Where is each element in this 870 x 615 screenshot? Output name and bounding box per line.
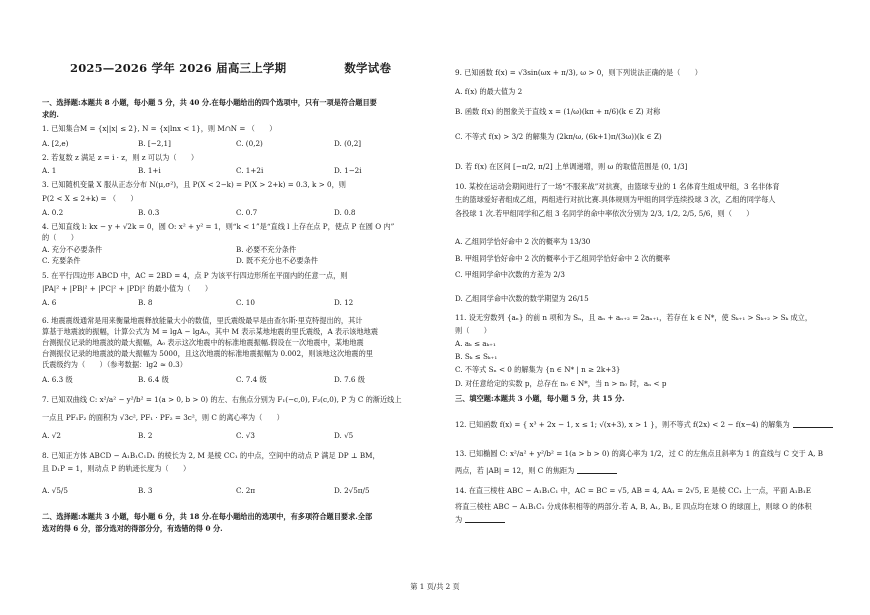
question-line: 且 D₁P = 1，则动点 P 的轨迹长度为（ ） <box>42 464 191 473</box>
answer-option: B. 必要不充分条件 <box>236 245 297 254</box>
answer-option: C. 0.7 <box>236 208 258 217</box>
question-line: 6. 地震震级通常是用来衡量地震释放能量大小的数值，里氏震级最早是由查尔斯·里克特提出的，其计 <box>42 316 363 325</box>
question-line: 14. 在直三棱柱 ABC − A₁B₁C₁ 中，AC = BC = √5, AB = 4, AA₁ = 2√5, E 是棱 CC₁ 上一点，平面 A₁B₁E <box>455 486 812 495</box>
answer-option: C. (0,2) <box>236 139 263 148</box>
question-line: C. 甲组同学命中次数的方差为 2/3 <box>455 270 565 279</box>
section-heading: 三、填空题:本题共 3 小题，每小题 5 分，共 15 分. <box>455 394 625 403</box>
answer-option: C. 充要条件 <box>42 256 81 265</box>
question-line: 9. 已知函数 f(x) = √3sin(ωx + π/3), ω > 0，则下列说法正确的是（ ） <box>455 68 702 77</box>
section-heading: 二、选择题:本题共 3 小题，每小题 6 分，共 18 分.在每小题给出的选项中，有多项符合题目要求.全部 <box>42 512 373 521</box>
answer-option: A. √5/5 <box>42 486 68 495</box>
answer-option: B. 8 <box>138 298 153 307</box>
question-line: P(2 < X ≤ 2+k) = （ ） <box>42 194 138 203</box>
question-line: 将直三棱柱 ABC − A₁B₁C₁ 分成体积相等的两部分.若 A, B, A₁, B₁, E 四点均在球 O 的球面上，则球 O 的体积 <box>455 502 812 511</box>
question-line: 生的篮球爱好者组成乙组，两组进行对抗比赛.具体规则为甲组的同学连续投球 3 次，乙组的同学每人 <box>455 195 776 204</box>
answer-option: B. 1+i <box>138 166 161 175</box>
section-heading: 选对的得 6 分，部分选对的得部分分，有选错的得 0 分. <box>42 524 223 533</box>
answer-option: C. 2π <box>236 486 256 495</box>
answer-option: D. (0,2] <box>334 139 362 148</box>
question-line: B. Sₖ ≤ Sₖ₊₁ <box>455 352 498 361</box>
question-line: D. 若 f(x) 在区间 [−π/2, π/2] 上单调递增，则 ω 的取值范围是 (0, 1/3] <box>455 162 688 171</box>
answer-option: D. 7.6 级 <box>334 375 365 384</box>
question-line: 各投球 1 次.若甲组同学和乙组 3 名同学的命中率依次分别为 2/3, 1/2, 2/5, 5/6，则（ ） <box>455 209 754 218</box>
question-line: 13. 已知椭圆 C: x²/a² + y²/b² = 1(a > b > 0) 的离心率为 1/2，过 C 的左焦点且斜率为 1 的直线与 C 交于 A, B <box>455 449 824 458</box>
answer-blank[interactable] <box>793 420 833 428</box>
question-line: A. 乙组同学恰好命中 2 次的概率为 13/30 <box>455 237 591 246</box>
exam-subject: 数学试卷 <box>344 61 392 75</box>
question-line: 8. 已知正方体 ABCD − A₁B₁C₁D₁ 的棱长为 2, M 是棱 CC₁ 的中点，空间中的动点 P 满足 DP ⊥ BM， <box>42 451 380 460</box>
section-heading: 求的. <box>42 110 59 119</box>
answer-option: A. 0.2 <box>42 208 64 217</box>
question-line: D. 对任意给定的实数 p，总存在 n₀ ∈ N*，当 n > n₀ 时，aₙ < p <box>455 379 667 388</box>
answer-option: D. 12 <box>334 298 354 307</box>
answer-option: B. 2 <box>138 431 153 440</box>
answer-option: D. √5 <box>334 431 354 440</box>
question-line: 4. 已知直线 l: kx − y + √2k = 0，圆 O: x² + y² = 1，则“k < 1”是“直线 l 上存在点 P，使点 P 在圆 O 内” <box>42 222 395 231</box>
answer-option: C. 1+2i <box>236 166 264 175</box>
question-line: 2. 若复数 z 满足 z = i · z，则 z 可以为（ ） <box>42 153 199 162</box>
question-line: 11. 设无穷数列 {aₙ} 的前 n 项和为 Sₙ，且 aₙ + aₙ₊₂ = 2aₙ₊₁，若存在 k ∈ N*，使 Sₖ₊₁ > Sₖ₊₂ > Sₖ 成立， <box>455 313 813 322</box>
question-line: B. 甲组同学恰好命中 2 次的概率小于乙组同学恰好命中 2 次的概率 <box>455 254 671 263</box>
question-line: 两点，若 |AB| = 12，则 C 的焦距为 <box>455 466 575 475</box>
question-line: A. f(x) 的最大值为 2 <box>455 87 523 96</box>
page-footer: 第 1 页/共 2 页 <box>410 582 460 591</box>
answer-option: A. 1 <box>42 166 57 175</box>
question-line: D. 乙组同学命中次数的数学期望为 26/15 <box>455 294 589 303</box>
answer-option: A. 6 <box>42 298 57 307</box>
question-line: 3. 已知随机变量 X 服从正态分布 N(μ,σ²)，且 P(X < 2−k) = P(X > 2+k) = 0.3, k > 0，则 <box>42 180 346 189</box>
answer-option: B. [−2,1] <box>138 139 171 148</box>
question-line: 算基于地震波的振幅，计算公式为 M = lgA − lgA₀，其中 M 表示某地地震的里氏震级，A 表示该地地震 <box>42 327 379 336</box>
question-line: 1. 已知集合M = {x||x| ≤ 2}, N = {x|lnx < 1}，则 M∩N = （ ） <box>42 124 277 133</box>
answer-option: C. 10 <box>236 298 255 307</box>
question-line: 为 <box>455 515 463 524</box>
answer-option: B. 3 <box>138 486 153 495</box>
answer-blank[interactable] <box>465 515 505 523</box>
answer-option: B. 0.3 <box>138 208 160 217</box>
answer-option: B. 6.4 级 <box>138 375 169 384</box>
question-line: A. aₖ ≤ aₖ₊₁ <box>455 339 496 348</box>
answer-option: A. 充分不必要条件 <box>42 245 103 254</box>
question-line: C. 不等式 f(x) > 3/2 的解集为 (2kπ/ω, (6k+1)π/(3ω))(k ∈ Z) <box>455 132 662 141</box>
answer-option: C. √3 <box>236 431 255 440</box>
exam-title <box>70 60 391 76</box>
question-line: 5. 在平行四边形 ABCD 中，AC = 2BD = 4，点 P 为该平行四边形所在平面内的任意一点，则 <box>42 271 348 280</box>
answer-option: A. [2,e) <box>42 139 69 148</box>
question-line: 台测振仪记录的地震波的最大振幅，A₀ 表示这次地震中的标准地震振幅.假设在一次地震中，某地地震 <box>42 338 364 347</box>
answer-option: D. 0.8 <box>334 208 356 217</box>
question-line: 氏震级约为（ ）（参考数据：lg2 ≈ 0.3） <box>42 360 187 369</box>
question-line: 一点且 PF₁F₂ 的面积为 √3c², PF₁ · PF₂ = 3c²，则 C 的离心率为（ ） <box>42 413 284 422</box>
section-heading: 一、选择题:本题共 8 小题，每小题 5 分，共 40 分.在每小题给出的四个选项中，只有一项是符合题目要 <box>42 98 377 107</box>
answer-blank[interactable] <box>577 466 617 474</box>
question-line: B. 函数 f(x) 的图象关于直线 x = (1/ω)(kπ + π/6)(k ∈ Z) 对称 <box>455 107 661 116</box>
answer-option: C. 7.4 级 <box>236 375 267 384</box>
exam-header: 2025—2026 学年 2026 届高三上学期 <box>70 61 287 75</box>
question-line: 的（ ） <box>42 233 78 242</box>
answer-option: D. 2√5π/5 <box>334 486 370 495</box>
question-line: 则（ ） <box>455 326 491 335</box>
question-line: C. 不等式 Sₙ < 0 的解集为 {n ∈ N* | n ≥ 2k+3} <box>455 365 621 374</box>
question-line: |PA|² + |PB|² + |PC|² + |PD|² 的最小值为（ ） <box>42 284 213 293</box>
answer-option: A. 6.3 级 <box>42 375 73 384</box>
answer-option: D. 既不充分也不必要条件 <box>236 256 318 265</box>
question-line: 12. 已知函数 f(x) = { x³ + 2x − 1, x ≤ 1; √(x+3), x > 1 }，则不等式 f(2x) < 2 − f(x−4) 的解集为 <box>455 420 790 429</box>
question-line: 7. 已知双曲线 C: x²/a² − y²/b² = 1(a > 0, b > 0) 的左、右焦点分别为 F₁(−c,0), F₂(c,0), P 为 C 的渐近线上 <box>42 395 402 404</box>
answer-option: A. √2 <box>42 431 61 440</box>
answer-option: D. 1−2i <box>334 166 362 175</box>
question-line: 10. 某校在运动会期间进行了一场“不服来战”对抗赛，由篮球专业的 1 名体育生组成甲组，3 名非体育 <box>455 182 780 191</box>
question-line: 台测振仪记录的地震波的最大振幅为 5000，且这次地震的标准地震振幅为 0.002，则该地这次地震的里 <box>42 349 373 358</box>
